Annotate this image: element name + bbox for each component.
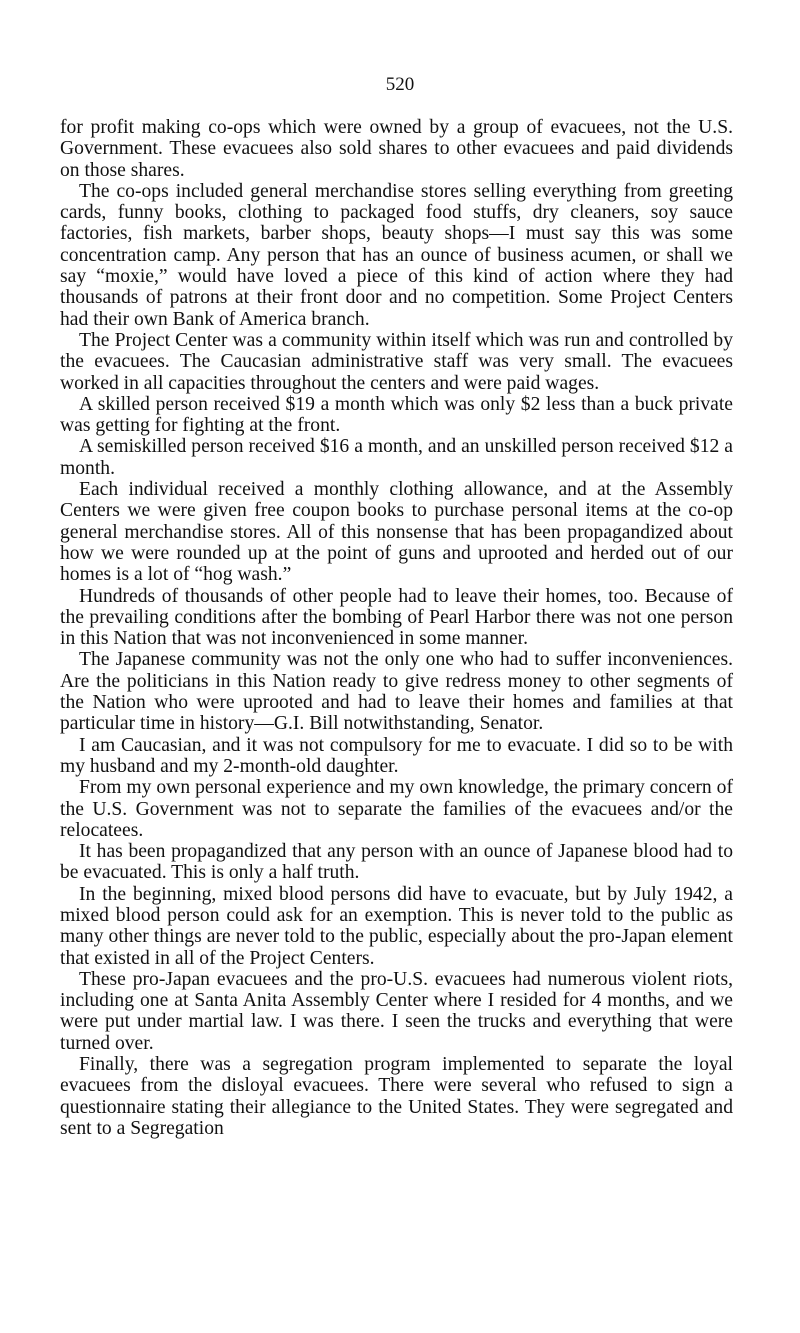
paragraph-2: The co-ops included general merchandise stores selling everything from greeting cards, funny books, clothing to packaged food stuffs, dry cleaners, soy sauce factories, fish markets, barber shops, beauty shops—I must say this was some concentration camp. Any person that has an ounce of business acumen, or shall we say “moxie,” would have loved a piece of this kind of action where they had thousands of patrons at their front door and no competition. Some Project Centers had their own Bank of America branch. bbox=[60, 180, 733, 330]
paragraph-14: Finally, there was a segregation program implemented to separate the loyal evacuees from the disloyal evacuees. There were several who refused to sign a questionnaire stating their allegiance to the United States. They were segregated and sent to a Segregation bbox=[60, 1054, 733, 1139]
body-text bbox=[60, 117, 733, 1139]
paragraph-8: The Japanese community was not the only one who had to suffer inconveniences. Are the politicians in this Nation ready to give redress money to other segments of the Nation who were uprooted and had to leave their homes and families at that particular time in history—G.I. Bill notwithstanding, Senator. bbox=[60, 649, 733, 735]
paragraph-6: Each individual received a monthly clothing allowance, and at the Assembly Centers we were given free coupon books to purchase personal items at the co-op general merchandise stores. All of this nonsense that has been propagandized about how we were rounded up at the point of guns and uprooted and herded out of our homes is a lot of “hog wash.” bbox=[60, 479, 733, 586]
paragraph-1: for profit making co-ops which were owned by a group of evacuees, not the U.S. Government. These evacuees also sold shares to other evacuees and paid dividends on those shares. bbox=[60, 117, 733, 181]
paragraph-9: I am Caucasian, and it was not compulsory for me to evacuate. I did so to be with my husband and my 2-month-old daughter. bbox=[60, 734, 733, 777]
paragraph-3: The Project Center was a community within itself which was run and controlled by the evacuees. The Caucasian administrative staff was very small. The evacuees worked in all capacities throughout the centers and were paid wages. bbox=[60, 329, 733, 394]
paragraph-12: In the beginning, mixed blood persons did have to evacuate, but by July 1942, a mixed blood person could ask for an exemption. This is never told to the public as many other things are never told to the public, especially about the pro-Japan element that existed in all of the Project Centers. bbox=[60, 883, 733, 969]
paragraph-7: Hundreds of thousands of other people had to leave their homes, too. Because of the prevailing conditions after the bombing of Pearl Harbor there was not one person in this Nation that was not inconvenienced in some manner. bbox=[60, 585, 733, 650]
paragraph-4: A skilled person received $19 a month which was only $2 less than a buck private was getting for fighting at the front. bbox=[60, 393, 733, 437]
paragraph-11: It has been propagandized that any person with an ounce of Japanese blood had to be evacuated. This is only a half truth. bbox=[60, 841, 733, 884]
paragraph-13: These pro-Japan evacuees and the pro-U.S. evacuees had numerous violent riots, including one at Santa Anita Assembly Center where I resided for 4 months, and we were put under martial law. I was there. I seen the trucks and everything that were turned over. bbox=[60, 968, 733, 1054]
page-number: 520 bbox=[385, 74, 415, 95]
paragraph-5: A semiskilled person received $16 a month, and an unskilled person received $12 a month. bbox=[60, 436, 733, 479]
paragraph-10: From my own personal experience and my own knowledge, the primary concern of the U.S. Government was not to separate the families of the evacuees and/or the relocatees. bbox=[60, 777, 733, 841]
